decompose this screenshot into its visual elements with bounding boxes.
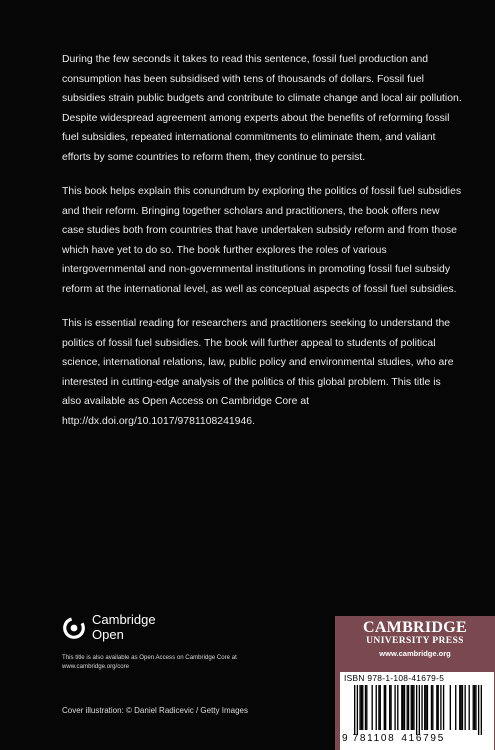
barcode-bar [385,685,386,730]
barcode-bar [475,685,476,730]
barcode-bar [365,685,366,730]
logo-line-open: Open [92,626,124,642]
barcode-bar [443,685,444,730]
barcode-bar [478,685,479,735]
barcode-bar [431,685,432,730]
blurb-paragraph-3: This is essential reading for researchers and practitioners seeking to understand the politics of fossil fuel subsidies. The book will further appeal to students of political science, international relations, law, public policy and environmental studies, who are interested in cutting-edge analysis of the politics of this global problem. This title is also available as Open Access on Cambridge Core at http://dx.doi.org/10.1017/9781108241946. [62,318,454,427]
barcode-bar [376,685,377,730]
barcode-lead-digit: 9 [342,733,348,744]
barcode-bar [412,685,413,730]
barcode-bar [455,685,456,730]
barcode-bar [401,685,402,730]
barcode-bar [404,685,405,730]
publisher-name: CAMBRIDGE [362,619,468,636]
barcode-bar [419,685,420,735]
cambridge-open-logo [62,613,156,642]
barcode-bar [362,685,363,730]
blurb-paragraph-2: This book helps explain this conundrum by exploring the politics of fossil fuel subsidies and their reform. Bringing together scholars and practitioners, the book offers new case studies both from countries that have undertaken subsidy reform and from those which have yet to do so. The book further explores the roles of various intergovernmental and non-governmental institutions in promoting fossil fuel subsidy reform at the international level, as well as conceptual aspects of fossil fuel subsidies. [62,186,462,295]
barcode-bar [474,685,475,730]
isbn-label: ISBN 978-1-108-41679-5 [344,673,445,683]
barcode-panel [340,672,494,750]
isbn-barcode [354,685,482,735]
barcode-bar [425,685,426,730]
barcode-bar [436,685,437,730]
publisher-url: www.cambridge.org [379,649,451,658]
barcode-bar [361,685,362,730]
barcode-right-group: 416795 [401,733,445,744]
barcode-bar [403,685,404,730]
cover-illustration-credit: Cover illustration: © Daniel Radicevic / Getty Images [62,706,248,715]
barcode-bar [357,685,358,735]
barcode-bar [427,685,428,730]
cambridge-open-icon [62,616,86,640]
barcode-bar [411,685,412,730]
barcode-bar [440,685,441,730]
barcode-bar [450,685,451,730]
barcode-bar [407,685,408,730]
barcode-bar [424,685,425,730]
barcode-bar [481,685,482,735]
barcode-bar [462,685,463,730]
barcode-bar [366,685,367,730]
barcode-bar [384,685,385,730]
barcode-bar [378,685,379,730]
barcode-bar [473,685,474,730]
barcode-bar [354,685,355,735]
barcode-bar [394,685,395,730]
barcode-bar [421,685,422,730]
barcode-bar [397,685,398,730]
barcode-bar [416,685,417,735]
barcode-bar [380,685,381,730]
barcode-bar [389,685,390,730]
barcode-bar [390,685,391,730]
barcode-bar [459,685,460,730]
barcode-bar [438,685,439,730]
barcode-bar [464,685,465,730]
open-access-note: This title is also available as Open Access on Cambridge Core at www.cambridge.org/core [62,654,237,670]
barcode-left-group: 781108 [352,733,396,744]
back-cover-blurb [62,50,462,446]
barcode-bar [408,685,409,730]
cambridge-open-wordmark [92,613,156,642]
blurb-paragraph-1: During the few seconds it takes to read this sentence, fossil fuel production and consumption has been subsidised with tens of thousands of dollars. Fossil fuel subsidies strain public budgets and contribute to climate change and local air pollution. Despite widespread agreement among experts about the benefits of reforming fossil fuel subsidies, repeated international commitments to eliminate them, and valiant efforts by some countries to reform them, they continue to persist. [62,54,462,163]
barcode-bar [469,685,470,730]
barcode-bar [460,685,461,730]
barcode-digits [342,733,492,744]
barcode-bar [359,685,360,730]
barcode-bar [413,685,414,730]
logo-line-cambridge: Cambridge [92,612,156,627]
publisher-subtitle: UNIVERSITY PRESS [366,636,464,646]
barcode-bar [372,685,373,730]
barcode-bar [432,685,433,730]
